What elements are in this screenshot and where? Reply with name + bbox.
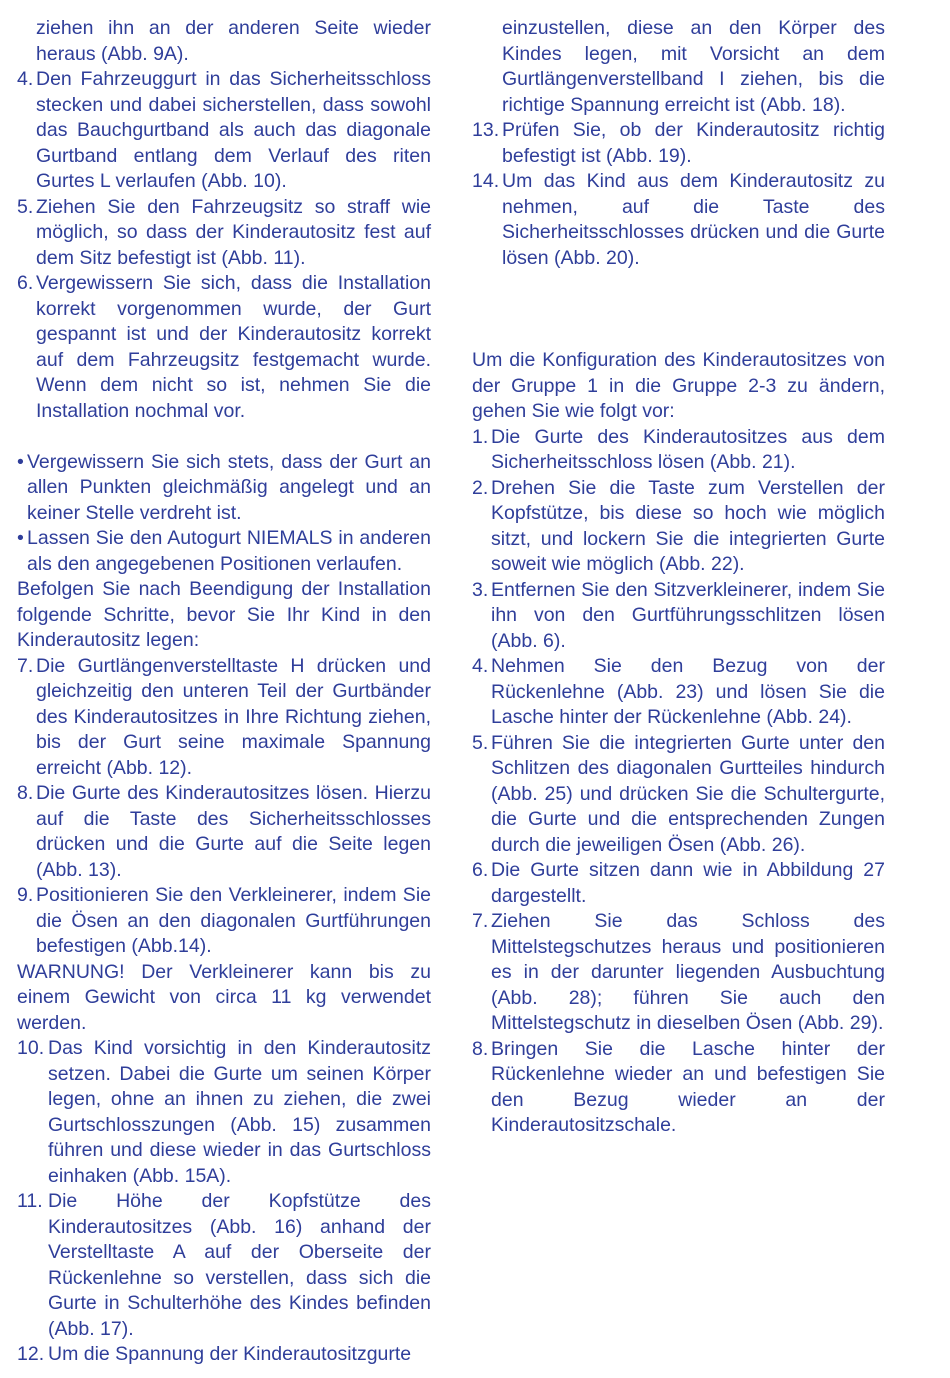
continued-step-12: einzustellen, diese an den Körper des Kindes legen, mit Vorsicht an dem Gurtlängenverstellband I ziehen, bis die richtige Spannung erreicht ist (Abb. 18). [502, 17, 885, 116]
list-item [472, 1037, 885, 1139]
item-text: Um die Spannung der Kinderautositzgurte [48, 1343, 412, 1365]
configuration-intro: Um die Konfiguration des Kinderautositzes von der Gruppe 1 in die Gruppe 2-3 zu ändern, gehen Sie wie folgt vor: [472, 349, 885, 422]
item-text: Das Kind vorsichtig in den Kinderautositz setzen. Dabei die Gurte um seinen Körper legen, ohne an ihnen zu ziehen, die zwei Gurtschlosszungen (Abb. 15) zusammen führen und diese wieder in das Gurtschloss einhaken (Abb. 15A). [48, 1037, 431, 1187]
list-item [472, 425, 885, 476]
bullet-text: Vergewissern Sie sich stets, dass der Gurt an allen Punkten gleichmäßig angelegt und an keiner Stelle verdreht ist. [27, 450, 431, 524]
steps-10-12 [17, 1036, 431, 1368]
list-item [472, 476, 885, 578]
item-text: Drehen Sie die Taste zum Verstellen der Kopfstütze, bis diese so hoch wie möglich sitzt, und lockern Sie die integrierten Gurte soweit wie möglich (Abb. 22). [491, 476, 885, 575]
item-text: Positionieren Sie den Verkleinerer, indem Sie die Ösen an den diagonalen Gurtführungen befestigen (Abb.14). [36, 884, 431, 957]
list-item [472, 909, 885, 1037]
list-item [472, 578, 885, 655]
item-text: Entfernen Sie den Sitzverkleinerer, indem Sie ihn von den Gurtführungsschlitzen lösen (Abb. 6). [491, 578, 885, 652]
right-column [472, 16, 885, 1139]
item-text: Ziehen Sie den Fahrzeugsitz so straff wie möglich, so dass der Kinderautositz fest auf dem Sitz befestigt ist (Abb. 11). [36, 195, 431, 269]
steps-7-9 [17, 654, 431, 960]
bullet-icon: • [17, 527, 24, 549]
item-number: 7. [17, 654, 34, 677]
list-item [17, 781, 431, 883]
item-text: Die Gurte des Kinderautositzes aus dem Sicherheitsschloss lösen (Abb. 21). [491, 425, 885, 473]
list-item [17, 1036, 431, 1189]
item-number: 2. [472, 476, 489, 499]
item-text: Vergewissern Sie sich, dass die Installation korrekt vorgenommen wurde, der Gurt gespannt ist und der Kinderautositz korrekt auf dem Fahrzeugsitz festgemacht wurde. Wenn dem nicht so ist, nehmen Sie die Installation nochmal vor. [36, 272, 431, 422]
bullet-list [17, 450, 431, 578]
item-number: 6. [472, 859, 489, 881]
item-number: 4. [472, 655, 489, 677]
instructions-intro: Befolgen Sie nach Beendigung der Installation folgende Schritte, bevor Sie Ihr Kind in den Kinderautositz legen: [17, 578, 431, 651]
bullet-item [17, 450, 431, 527]
bullet-icon: • [17, 450, 24, 473]
item-text: Um das Kind aus dem Kinderautositz zu nehmen, auf die Taste des Sicherheitsschlosses drücken und die Gurte lösen (Abb. 20). [502, 170, 885, 269]
list-item [472, 654, 885, 731]
list-item [17, 195, 431, 272]
warning-text: WARNUNG! Der Verkleinerer kann bis zu einem Gewicht von circa 11 kg verwendet werden. [17, 960, 431, 1034]
list-item [17, 271, 431, 424]
list-item [17, 1342, 431, 1368]
configuration-steps [472, 425, 885, 1139]
item-number: 4. [17, 68, 34, 90]
continued-text: ziehen ihn an der anderen Seite wieder heraus (Abb. 9A). [36, 17, 431, 65]
list-item [17, 883, 431, 960]
item-text: Die Gurtlängenverstelltaste H drücken und gleichzeitig den unteren Teil der Gurtbänder des Kinderautositzes in Ihre Richtung ziehen, bis der Gurt seine maximale Spannung erreicht (Abb. 12). [36, 654, 431, 779]
spacer [472, 271, 885, 348]
list-item [472, 118, 885, 169]
item-number: 8. [472, 1037, 489, 1060]
list-item [472, 858, 885, 909]
list-item [472, 169, 885, 271]
item-text: Bringen Sie die Lasche hinter der Rückenlehne wieder an und befestigen Sie den Bezug wieder an der Kinderautositzschale. [491, 1037, 885, 1136]
item-number: 5. [17, 195, 34, 218]
item-number: 12. [17, 1343, 45, 1365]
left-column [17, 16, 431, 1368]
item-number: 9. [17, 884, 34, 906]
steps-13-14 [472, 118, 885, 271]
list-item [17, 1189, 431, 1342]
item-text: Nehmen Sie den Bezug von der Rückenlehne (Abb. 23) und lösen Sie die Lasche hinter der Rückenlehne (Abb. 24). [491, 655, 885, 728]
item-number: 13. [472, 119, 500, 141]
bullet-text: Lassen Sie den Autogurt NIEMALS in anderen als den angegebenen Positionen verlaufen. [27, 527, 431, 575]
item-number: 10. [17, 1037, 45, 1059]
spacer [17, 424, 431, 450]
item-text: Die Höhe der Kopfstütze des Kinderautositzes (Abb. 16) anhand der Verstelltaste A auf der Oberseite der Rückenlehne so verstellen, dass sich die Gurte in Schulterhöhe des Kindes befinden (Abb. 17). [48, 1190, 431, 1340]
item-text: Die Gurte sitzen dann wie in Abbildung 27 dargestellt. [491, 859, 885, 907]
steps-4-6 [17, 67, 431, 424]
item-number: 1. [472, 425, 489, 448]
item-text: Den Fahrzeuggurt in das Sicherheitsschloss stecken und dabei sicherstellen, dass sowohl das Bauchgurtband als auch das diagonale Gurtband entlang dem Verlauf des riten Gurtes L verlaufen (Abb. 10). [36, 68, 431, 192]
item-text: Ziehen Sie das Schloss des Mittelstegschutzes heraus und positionieren es in der darunter liegenden Ausbuchtung (Abb. 28); führen Sie auch den Mittelstegschutz in dieselben Ösen (Abb. 29). [491, 910, 885, 1034]
list-item [472, 731, 885, 859]
bullet-item [17, 526, 431, 577]
item-text: Prüfen Sie, ob der Kinderautositz richtig befestigt ist (Abb. 19). [502, 119, 885, 167]
item-text: Die Gurte des Kinderautositzes lösen. Hierzu auf die Taste des Sicherheitsschlosses drücken und die Gurte auf die Seite legen (Abb. 13). [36, 782, 431, 881]
item-number: 8. [17, 782, 34, 804]
list-item [17, 67, 431, 195]
item-number: 14. [472, 170, 500, 192]
item-number: 5. [472, 731, 489, 754]
item-number: 11. [17, 1190, 43, 1212]
item-number: 3. [472, 578, 489, 601]
item-number: 6. [17, 272, 34, 294]
list-item [17, 654, 431, 782]
item-text: Führen Sie die integrierten Gurte unter den Schlitzen des diagonalen Gurtteiles hindurch (Abb. 25) und drücken Sie die Schultergurte, die Gurte und die entsprechenden Zungen durch die jeweiligen Ösen (Abb. 26). [491, 731, 885, 856]
item-number: 7. [472, 910, 489, 932]
